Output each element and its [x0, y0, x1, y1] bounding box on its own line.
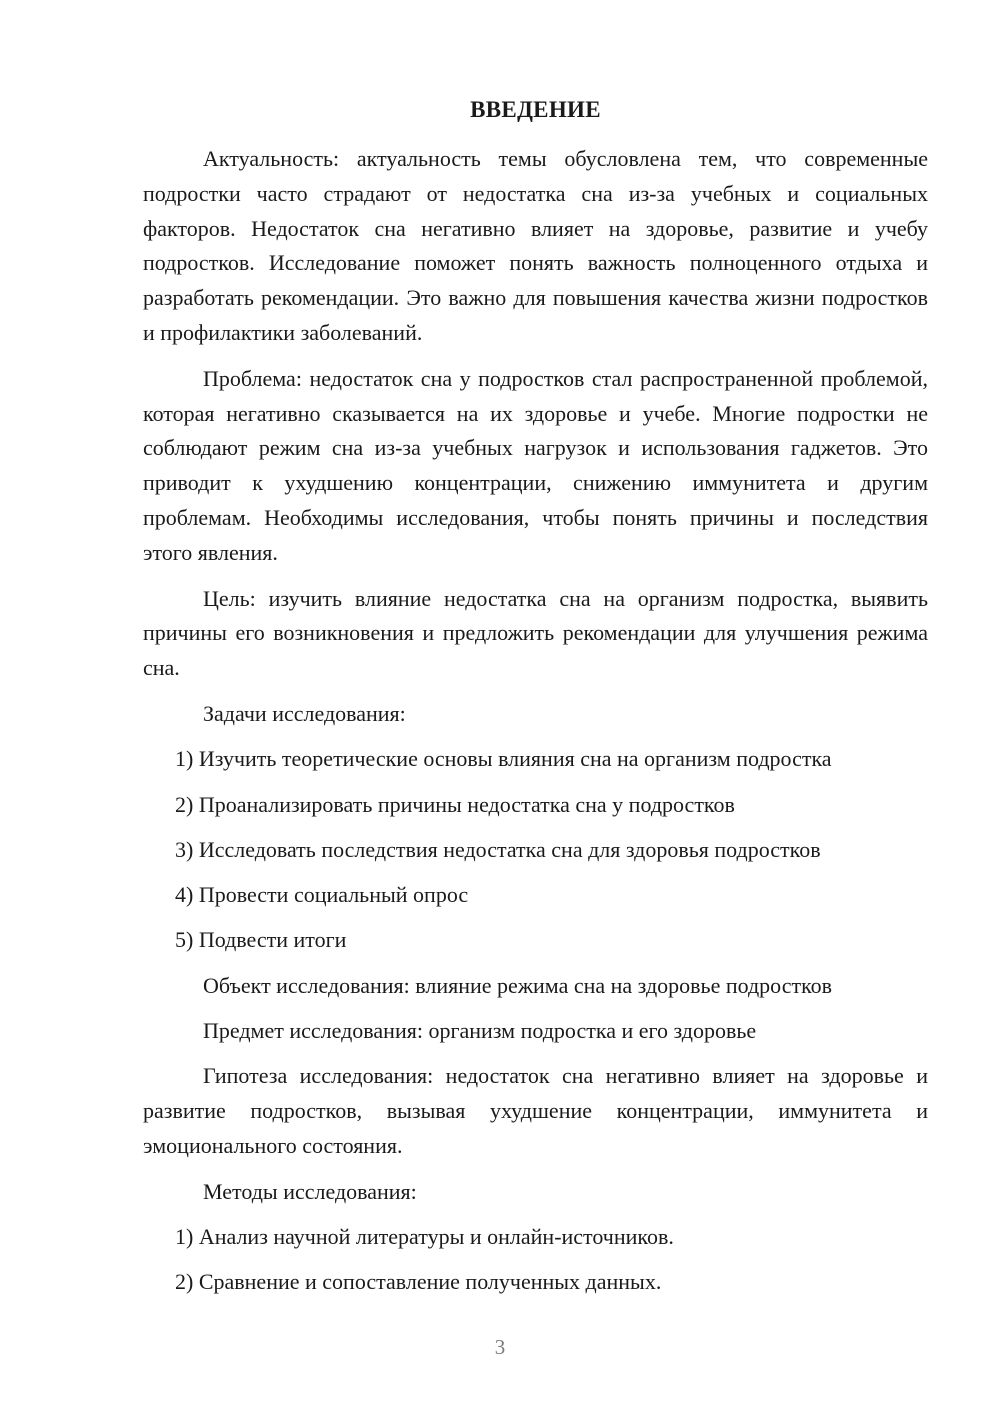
subject-line: Предмет исследования: организм подростка и его здоровье	[203, 1018, 757, 1044]
relevance-paragraph: Актуальность: актуальность темы обусловлена тем, что современные подростки часто страдают от недостатка сна из-за учебных и социальных факторов. Недостаток сна негативно влияет на здоровье, развитие и учебу подростков. Исследование поможет понять важность полноценного отдыха и разработать рекомендации. Это важно для повышения качества жизни подростков и профилактики заболеваний.	[143, 146, 928, 345]
list-item: 1) Анализ научной литературы и онлайн-источников.	[175, 1224, 674, 1250]
object-line: Объект исследования: влияние режима сна на здоровье подростков	[203, 972, 833, 998]
goal-paragraph: Цель: изучить влияние недостатка сна на организм подростка, выявить причины его возникновения и предложить рекомендации для улучшения режима сна.	[143, 585, 928, 681]
methods-list	[143, 1220, 928, 1300]
document-page	[143, 95, 928, 1311]
page-title: ВВЕДЕНИЕ	[470, 97, 601, 122]
methods-heading: Методы исследования:	[203, 1178, 417, 1204]
list-item: 2) Сравнение и сопоставление полученных данных.	[175, 1269, 662, 1295]
page-number: 3	[494, 1335, 506, 1359]
list-item: 5) Подвести итоги	[175, 927, 347, 953]
list-item: 4) Провести социальный опрос	[175, 882, 469, 908]
hypothesis-paragraph: Гипотеза исследования: недостаток сна негативно влияет на здоровье и развитие подростков, вызывая ухудшение концентрации, иммунитета и эмоционального состояния.	[143, 1063, 928, 1158]
list-item: 3) Исследовать последствия недостатка сна для здоровья подростков	[175, 836, 821, 862]
tasks-heading: Задачи исследования:	[203, 700, 406, 726]
list-item: 1) Изучить теоретические основы влияния сна на организм подростка	[175, 746, 832, 772]
tasks-list	[143, 742, 928, 958]
problem-paragraph: Проблема: недостаток сна у подростков стал распространенной проблемой, которая негативно сказывается на их здоровье и учебе. Многие подростки не соблюдают режим сна из-за учебных нагрузок и использования гаджетов. Это приводит к ухудшению концентрации, снижению иммунитета и другим проблемам. Необходимы исследования, чтобы понять причины и последствия этого явления.	[143, 365, 928, 565]
list-item: 2) Проанализировать причины недостатка сна у подростков	[175, 791, 735, 817]
